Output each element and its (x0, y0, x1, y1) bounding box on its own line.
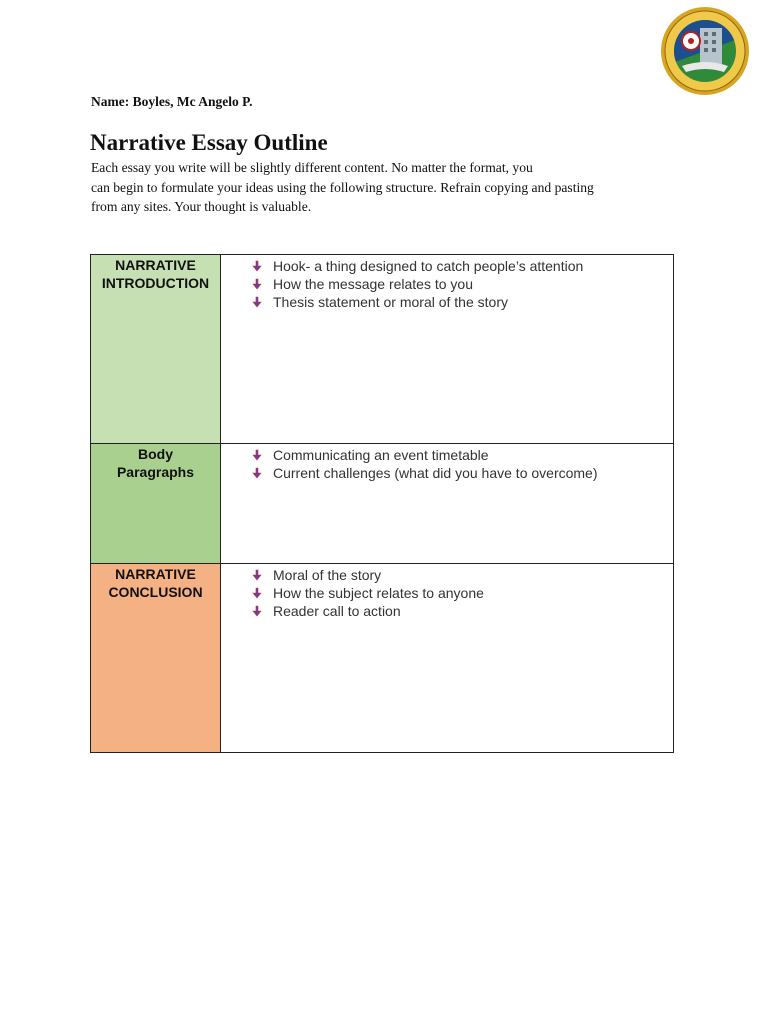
down-arrow-bullet-icon (251, 296, 263, 308)
list-item (251, 446, 673, 464)
list-item (251, 293, 673, 311)
down-arrow-bullet-icon (251, 587, 263, 599)
outline-row-body (91, 444, 674, 564)
instructions-line: can begin to formulate your ideas using the following structure. Refrain copying and pasting (91, 179, 594, 195)
instructions-paragraph (91, 158, 691, 217)
list-item-text: How the message relates to you (273, 276, 473, 292)
list-item (251, 257, 673, 275)
list-item (251, 566, 673, 584)
outline-table (90, 254, 674, 753)
list-item (251, 464, 673, 482)
list-item (251, 584, 673, 602)
list-item-text: Communicating an event timetable (273, 447, 489, 463)
list-item (251, 602, 673, 620)
down-arrow-bullet-icon (251, 260, 263, 272)
list-item-text: Reader call to action (273, 603, 401, 619)
down-arrow-bullet-icon (251, 278, 263, 290)
document-title: Narrative Essay Outline (90, 130, 328, 155)
down-arrow-bullet-icon (251, 605, 263, 617)
instructions-line: from any sites. Your thought is valuable. (91, 199, 312, 214)
section-content-body (221, 444, 674, 564)
list-item-text: Hook- a thing designed to catch people’s attention (273, 258, 584, 274)
down-arrow-bullet-icon (251, 449, 263, 461)
section-label-line: NARRATIVE (115, 566, 196, 582)
down-arrow-bullet-icon (251, 467, 263, 479)
bullet-list (251, 257, 673, 311)
student-name: Name: Boyles, Mc Angelo P. (91, 94, 253, 109)
outline-row-introduction (91, 255, 674, 444)
outline-row-conclusion (91, 564, 674, 753)
list-item-text: Thesis statement or moral of the story (273, 294, 508, 310)
section-label-line: CONCLUSION (108, 584, 203, 600)
section-label-body (91, 444, 221, 564)
section-label-introduction (91, 255, 221, 444)
school-seal-logo (660, 6, 750, 96)
section-label-line: INTRODUCTION (101, 275, 210, 291)
bullet-list (251, 566, 673, 620)
instructions-line: Each essay you write will be slightly different content. No matter the format, you (91, 160, 533, 175)
bullet-list (251, 446, 673, 482)
section-content-conclusion (221, 564, 674, 753)
section-label-conclusion (91, 564, 221, 753)
list-item-text: Moral of the story (273, 567, 382, 583)
down-arrow-bullet-icon (251, 569, 263, 581)
section-label-line: Paragraphs (116, 464, 195, 480)
section-label-line: NARRATIVE (115, 257, 196, 273)
section-content-introduction (221, 255, 674, 444)
list-item-text: Current challenges (what did you have to overcome) (273, 465, 598, 481)
list-item (251, 275, 673, 293)
list-item-text: How the subject relates to anyone (273, 585, 484, 601)
section-label-line: Body (138, 446, 173, 462)
